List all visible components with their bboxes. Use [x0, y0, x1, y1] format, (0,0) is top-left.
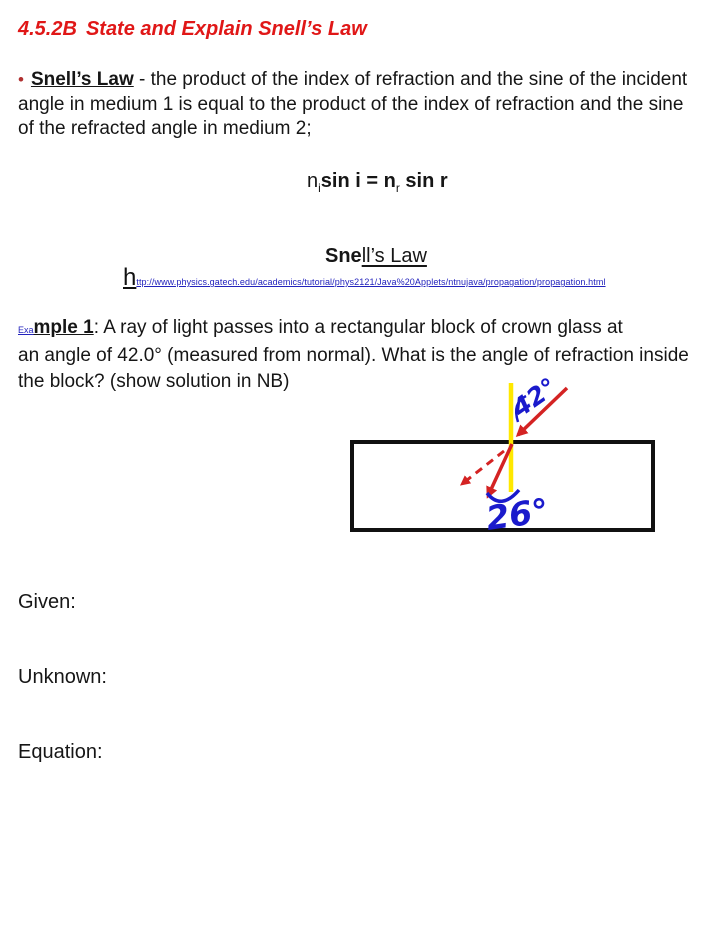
- refraction-angle-label: 26°: [483, 490, 551, 538]
- formula-middle: sin i = n: [320, 170, 396, 192]
- definition-term: Snell’s Law: [30, 69, 134, 90]
- definition-line-2: angle in medium 1 is equal to the product of the index of refraction and the sine: [18, 93, 684, 115]
- example-line-1-text: : A ray of light passes into a rectangular block of crown glass at: [93, 317, 623, 338]
- incident-angle-label: 42°: [506, 372, 563, 423]
- slide-title: [18, 18, 367, 41]
- law-heading-lead: Sne: [325, 245, 362, 267]
- equation-label: Equation:: [18, 741, 103, 763]
- definition-line-1-text: - the product of the index of refraction and the sine of the incident: [133, 69, 688, 90]
- link-big-h: h: [123, 264, 137, 291]
- example-line-2: an angle of 42.0° (measured from normal). What is the angle of refraction inside: [18, 345, 689, 367]
- definition-paragraph: [18, 68, 687, 142]
- refraction-diagram: [340, 370, 670, 545]
- formula-n-incident: n: [307, 170, 319, 192]
- definition-line-3: of the refracted angle in medium 2;: [18, 118, 312, 140]
- given-label: Given:: [18, 591, 76, 613]
- formula-tail: sin r: [405, 170, 448, 192]
- snells-law-formula: [307, 170, 448, 195]
- applet-hyperlink[interactable]: ttp://www.physics.gatech.edu/academics/tutorial/phys2121/Java%20Applets/ntnujava/propagation/propagation.html: [136, 277, 606, 287]
- refracted-ray: [488, 444, 512, 496]
- definition-line-1: [18, 68, 687, 93]
- applet-link-line: [123, 264, 606, 292]
- law-heading-rest: ll’s Law: [361, 245, 427, 267]
- bullet-icon: •: [18, 70, 24, 89]
- slide-title-text: State and Explain Snell’s Law: [85, 18, 367, 40]
- unknown-label: Unknown:: [18, 666, 107, 688]
- formula-sub-i: i: [318, 181, 321, 195]
- slide-title-code: 4.5.2B: [18, 18, 77, 40]
- formula-sub-r: r: [395, 181, 400, 195]
- example-line-1: [18, 315, 689, 343]
- example-prefix-link[interactable]: Exa: [18, 325, 34, 335]
- example-label: mple 1: [33, 317, 94, 338]
- example-line-3: the block? (show solution in NB): [18, 370, 290, 392]
